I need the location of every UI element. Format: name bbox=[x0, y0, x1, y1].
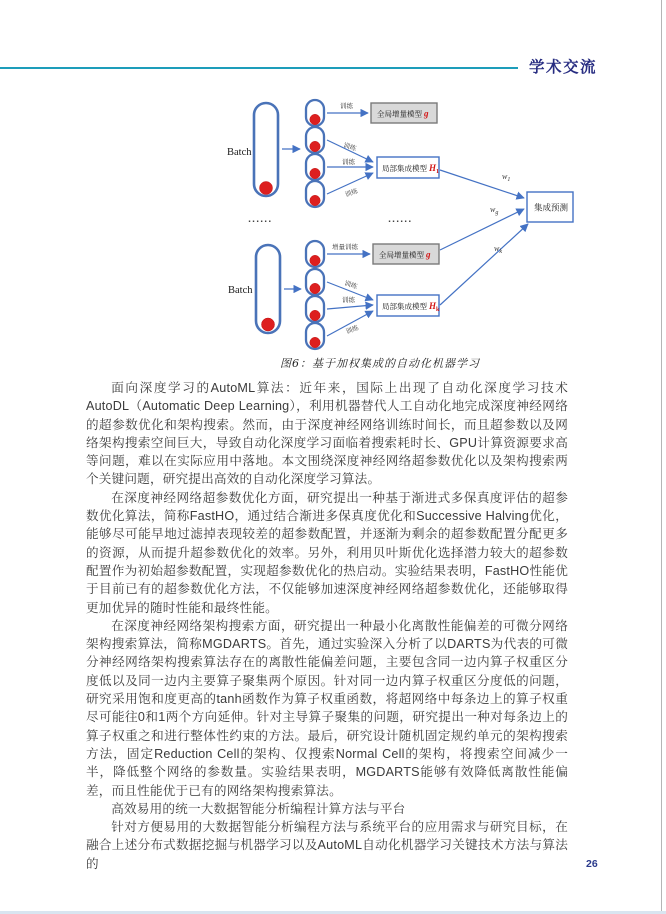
header-rule bbox=[0, 67, 518, 69]
subset-dot bbox=[310, 168, 320, 178]
batch1-label: Batch bbox=[227, 147, 252, 158]
train-label: 训练 bbox=[342, 159, 355, 166]
weight-label-w1: $w_1$ bbox=[502, 172, 511, 183]
batch1-data-dot bbox=[260, 182, 273, 195]
train-label: 训练 bbox=[340, 103, 353, 110]
subset-dot bbox=[310, 283, 320, 293]
subset-dot bbox=[310, 195, 320, 205]
figure-diagram bbox=[180, 93, 580, 355]
global-model-label-1: 全局增量模型 g bbox=[377, 108, 429, 119]
batchk-label: Batch bbox=[228, 285, 253, 296]
header-title: 学术交流 bbox=[529, 59, 598, 76]
weight-line-wk bbox=[440, 224, 528, 305]
global-model-label-k: 全局增量模型 g bbox=[379, 249, 431, 260]
paragraph-platform-intro: 针对方便易用的大数据智能分析编程方法与系统平台的应用需求与研究目标，在融合上述分布式数据挖掘与机器学习以及AutoML自动化机器学习关键技术方法与算法的 bbox=[86, 820, 568, 871]
weight-line-wg bbox=[440, 209, 524, 250]
train-label: 训练 bbox=[343, 280, 358, 291]
ellipsis-row: ······ bbox=[388, 217, 413, 226]
incremental-train-label: 增量训练 bbox=[332, 244, 358, 251]
local-model-label-1: 局部集成模型 $H_1$ bbox=[382, 163, 440, 175]
subset-dot bbox=[310, 141, 320, 151]
paragraph-fastho: 在深度神经网络超参数优化方面，研究提出一种基于渐进式多保真度评估的超参数优化算法，简称FastHO，通过结合渐进多保真度优化和Successive Halving优化，能够尽可能早地过滤掉表现较差的超参数配置，并逐渐为剩余的超参数配置分配更多的资源，从而提升超参数优化的效率。另外，利用贝叶斯优化选择潜力较大的超参数配置作为初始超参数配置，实现超参数优化的热启动。实验结果表明，FastHO性能优于目前已有的超参数优化方法，不仅能够加速深度神经网络超参数优化，还能够取得更加优异的随时性能和最终性能。 bbox=[86, 490, 568, 615]
subset-dot bbox=[310, 114, 320, 124]
body-text bbox=[86, 379, 568, 873]
subset-dot bbox=[310, 310, 320, 320]
paragraph-automl-intro: 面向深度学习的AutoML算法：近年来，国际上出现了自动化深度学习技术AutoDL（Automatic Deep Learning），利用机器替代人工自动化地完成深度神经网络的超参数优化和架构搜索。然而，由于深度神经网络训练时间长，而且超参数以及网络架构搜索空间巨大，导致自动化深度学习面临着搜索耗时长、GPU计算资源要求高等问题，难以在实际应用中落地。本文围绕深度神经网络超参数优化以及架构搜索两个关键问题，研究提出高效的自动化深度学习算法。 bbox=[86, 381, 568, 487]
train-label: 训练 bbox=[344, 187, 359, 199]
weight-line-w1 bbox=[440, 170, 524, 198]
train-label: 训练 bbox=[342, 297, 355, 304]
batchk-data-dot bbox=[262, 318, 275, 331]
paragraph-mgdarts: 在深度神经网络架构搜索方面，研究提出一种最小化离散性能偏差的可微分网络架构搜索算法，简称MGDARTS。首先，通过实验深入分析了以DARTS为代表的可微分神经网络架构搜索算法存在的离散性能偏差问题，主要包含同一边内算子权重区分度低以及同一边内主要算子聚集两个原因。针对同一边内算子权重区分度低的问题，研究采用饱和度更高的tanh函数作为算子权重函数，将超网络中每条边上的算子权重尽可能往0和1两个方向延伸。针对主导算子聚集的问题，研究提出一种对每条边上的算子权重之和进行整体性约束的方法。最后，研究设计随机固定规约单元的架构搜索方法，固定Reduction Cell的架构、仅搜索Normal Cell的架构，将搜索空间减少一半，降低整个网络的参数量。实验结果表明，MGDARTS能够有效降低离散性能偏差，而且性能优于已有的网络架构搜索算法。 bbox=[86, 618, 568, 798]
paragraph-platform-heading: 高效易用的统一大数据智能分析编程计算方法与平台 bbox=[111, 801, 406, 816]
train-label: 训练 bbox=[342, 142, 357, 153]
subset-dot bbox=[310, 337, 320, 347]
ensemble-prediction-label: 集成预测 bbox=[534, 202, 569, 213]
weight-label-wk: $w_k$ bbox=[494, 244, 503, 255]
train-label: 训练 bbox=[345, 324, 360, 336]
figure-caption: 图6：基于加权集成的自动化机器学习 bbox=[280, 357, 480, 370]
page-right-edge bbox=[661, 0, 662, 914]
ellipsis-row: ······ bbox=[248, 217, 273, 226]
subset-dot bbox=[310, 255, 320, 265]
weight-label-wg: $w_g$ bbox=[490, 205, 499, 216]
train-arrow bbox=[327, 305, 373, 309]
local-model-label-k: 局部集成模型 $H_k$ bbox=[382, 301, 440, 313]
automl-ensemble-diagram bbox=[180, 93, 580, 355]
page-number: 26 bbox=[586, 858, 598, 870]
